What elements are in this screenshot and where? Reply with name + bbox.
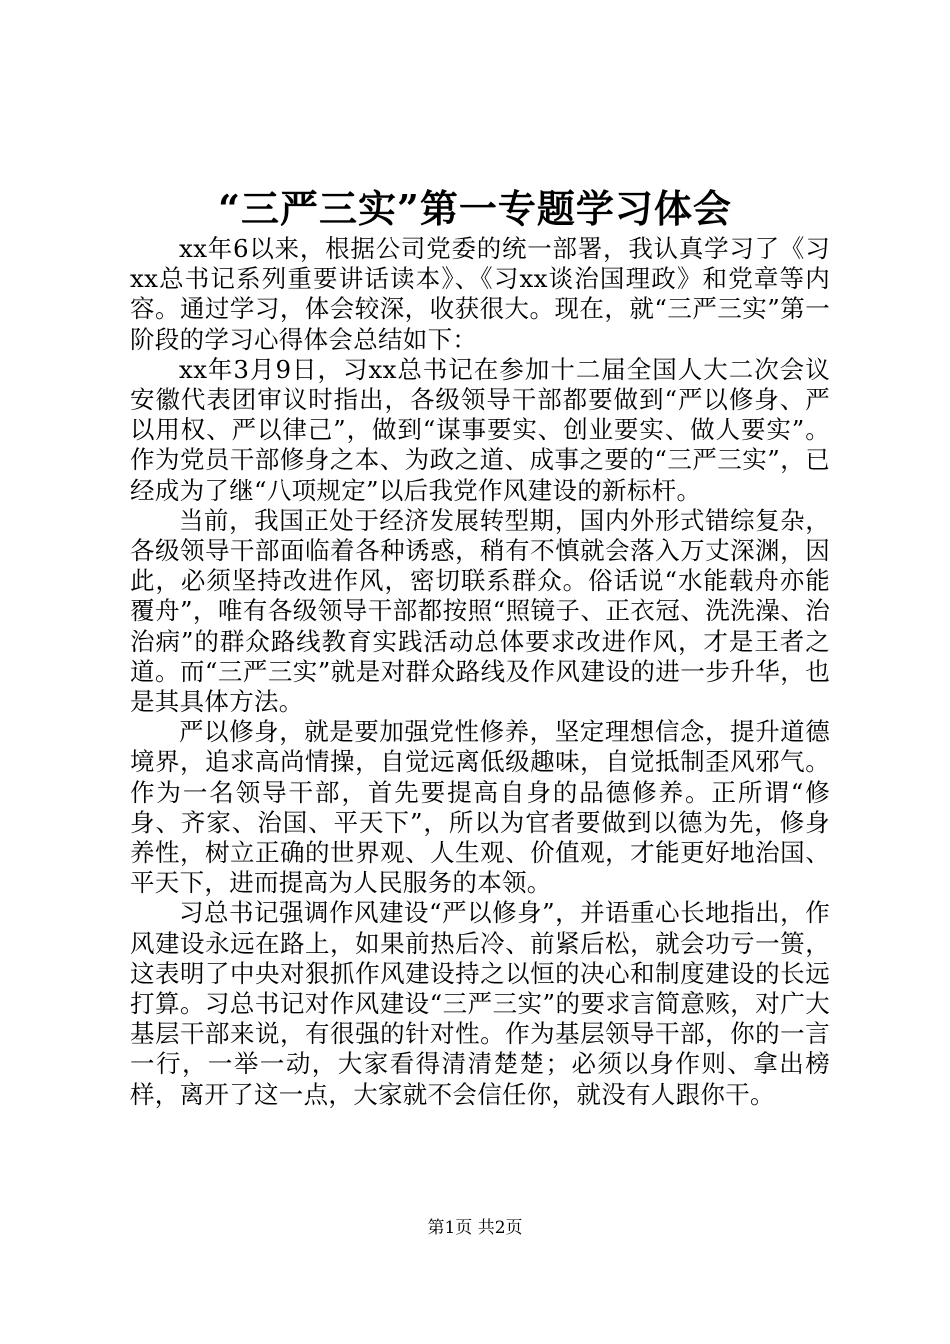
paragraph-2: xx年3月9日，习xx总书记在参加十二届全国人大二次会议安徽代表团审议时指出，各级领导干部都要做到“严以修身、严以用权、严以律己”，做到“谋事要实、创业要实、做人要实”。作为党员干部修身之本、为政之道、成事之要的“三严三实”，已经成为了继“八项规定”以后我党作风建设的新标杆。 <box>130 354 831 505</box>
paragraph-3: 当前，我国正处于经济发展转型期，国内外形式错综复杂，各级领导干部面临着各种诱惑，稍有不慎就会落入万丈深渊，因此，必须坚持改进作风，密切联系群众。俗话说“水能载舟亦能覆舟”，唯有各级领导干部都按照“照镜子、正衣冠、洗洗澡、治治病”的群众路线教育实践活动总体要求改进作风，才是王者之道。而“三严三实”就是对群众路线及作风建设的进一步升华，也是其具体方法。 <box>130 505 831 717</box>
document-title: “三严三实”第一专题学习体会 <box>218 186 732 231</box>
paragraph-5: 习总书记强调作风建设“严以修身”，并语重心长地指出，作风建设永远在路上，如果前热后冷、前紧后松，就会功亏一篑，这表明了中央对狠抓作风建设持之以恒的决心和制度建设的长远打算。习总书记对作风建设“三严三实”的要求言简意赅，对广大基层干部来说，有很强的针对性。作为基层领导干部，你的一言一行，一举一动，大家看得清清楚楚；必须以身作则、拿出榜样，离开了这一点，大家就不会信任你，就没有人跟你干。 <box>130 898 830 1109</box>
page-number-footer: 第1页 共2页 <box>427 1218 523 1238</box>
document-body <box>130 234 830 1110</box>
paragraph-1: xx年6以来，根据公司党委的统一部署，我认真学习了《习xx总书记系列重要讲话读本》、《习xx谈治国理政》和党章等内容。通过学习，体会较深，收获很大。现在，就“三严三实”第一阶段的学习心得体会总结如下： <box>130 234 830 354</box>
paragraph-4: 严以修身，就是要加强党性修养，坚定理想信念，提升道德境界，追求高尚情操，自觉远离低级趣味，自觉抵制歪风邪气。作为一名领导干部，首先要提高自身的品德修养。正所谓“修身、齐家、治国、平天下”，所以为官者要做到以德为先，修身养性，树立正确的世界观、人生观、价值观，才能更好地治国、平天下，进而提高为人民服务的本领。 <box>130 717 830 898</box>
